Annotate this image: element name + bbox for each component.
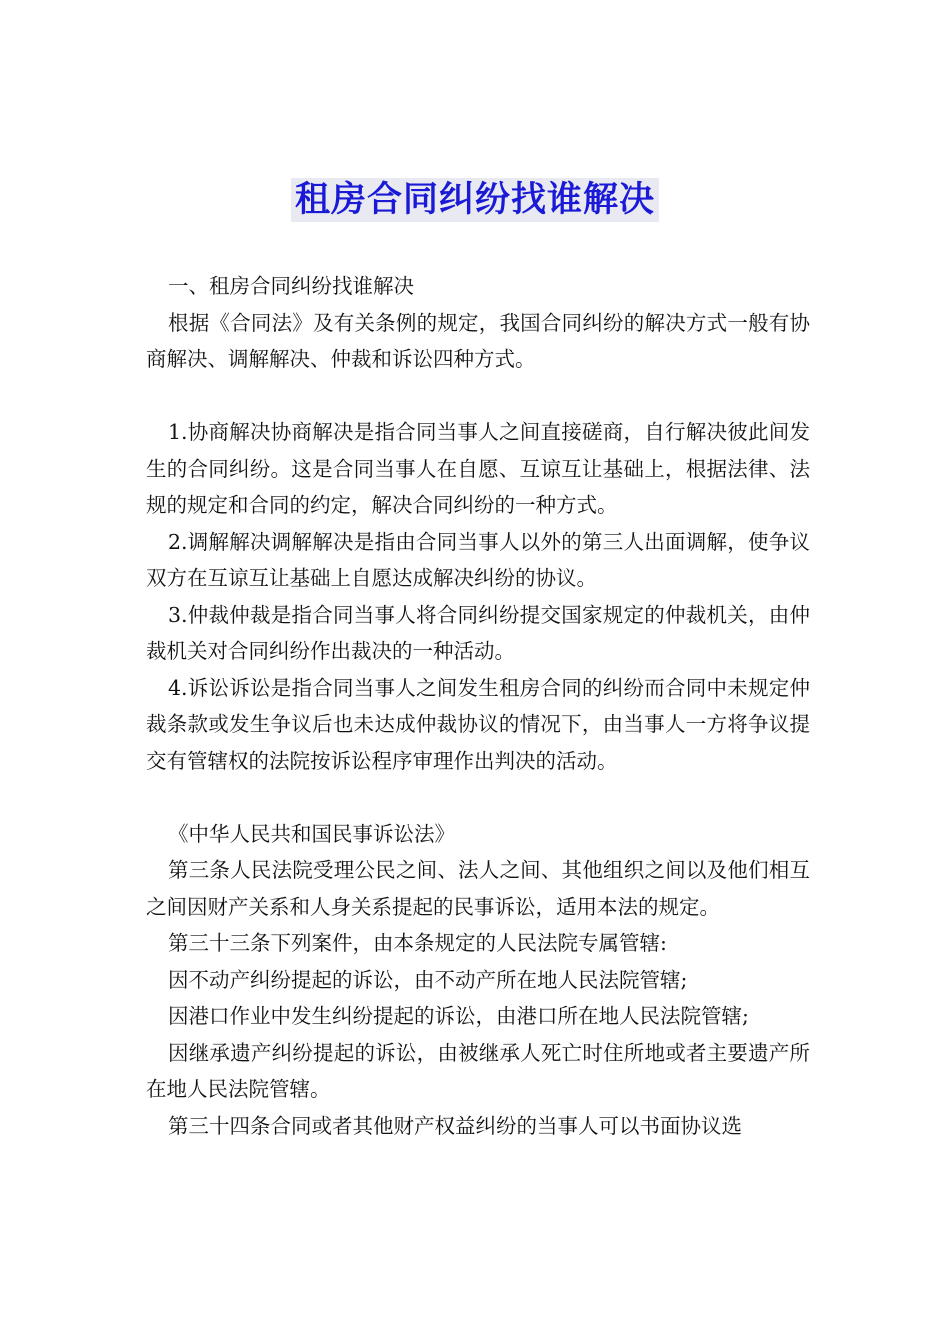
paragraph-mediation: 2.调解解决调解解决是指由合同当事人以外的第三人出面调解，使争议双方在互谅互让基础上自愿达成解决纠纷的协议。 (146, 529, 810, 590)
paragraph-negotiation: 1.协商解决协商解决是指合同当事人之间直接磋商，自行解决彼此间发生的合同纠纷。这是合同当事人在自愿、互谅互让基础上，根据法律、法规的规定和合同的约定，解决合同纠纷的一种方式。 (146, 420, 810, 517)
article-33: 第三十三条下列案件，由本条规定的人民法院专属管辖: (168, 931, 667, 955)
section-heading: 一、租房合同纠纷找谁解决 (168, 274, 414, 298)
law-title: 《中华人民共和国民事诉讼法》 (168, 821, 455, 846)
article-33-item-2: 因港口作业中发生纠纷提起的诉讼，由港口所在地人民法院管辖; (168, 1004, 749, 1028)
article-3: 第三条人民法院受理公民之间、法人之间、其他组织之间以及他们相互之间因财产关系和人身关系提起的民事诉讼，适用本法的规定。 (146, 858, 810, 919)
article-34: 第三十四条合同或者其他财产权益纠纷的当事人可以书面协议选 (168, 1113, 742, 1138)
paragraph-intro: 根据《合同法》及有关条例的规定，我国合同纠纷的解决方式一般有协商解决、调解解决、仲裁和诉讼四种方式。 (146, 310, 810, 371)
title-wrap (0, 178, 950, 222)
paragraph-litigation: 4.诉讼诉讼是指合同当事人之间发生租房合同的纠纷而合同中未规定仲裁条款或发生争议后也未达成仲裁协议的情况下，由当事人一方将争议提交有管辖权的法院按诉讼程序审理作出判决的活动。 (146, 675, 810, 773)
article-33-item-3: 因继承遗产纠纷提起的诉讼，由被继承人死亡时住所地或者主要遗产所在地人民法院管辖。 (146, 1040, 810, 1101)
article-33-item-1: 因不动产纠纷提起的诉讼，由不动产所在地人民法院管辖; (168, 967, 688, 992)
paragraph-arbitration: 3.仲裁仲裁是指合同当事人将合同纠纷提交国家规定的仲裁机关，由仲裁机关对合同纠纷作出裁决的一种活动。 (146, 602, 810, 663)
blank-line (146, 378, 810, 415)
document-body (146, 268, 810, 1144)
blank-line (146, 779, 810, 816)
document-title: 租房合同纠纷找谁解决 (291, 178, 659, 222)
